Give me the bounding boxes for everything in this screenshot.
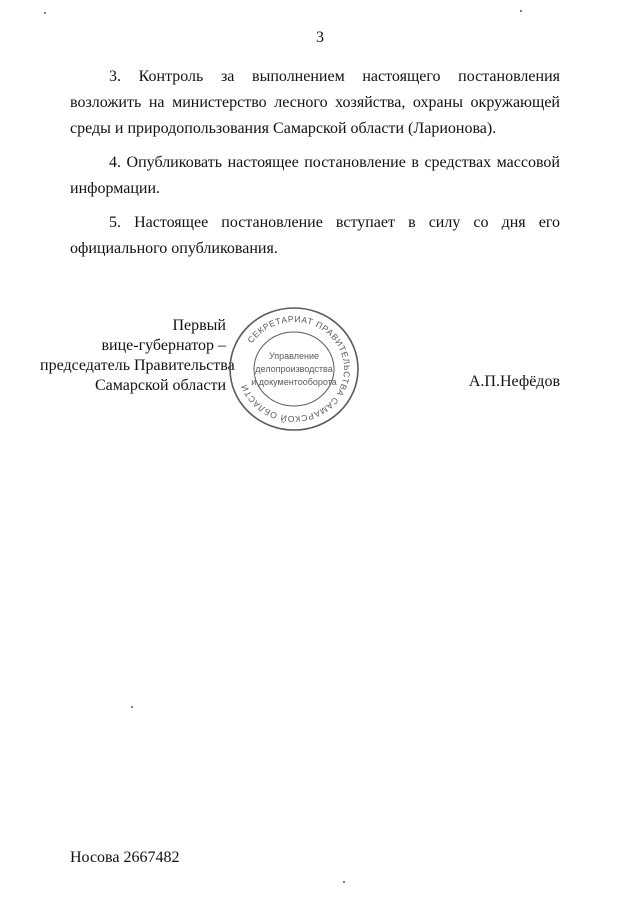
scan-speck: [44, 12, 46, 14]
seal-center-line: делопроизводства: [255, 364, 333, 374]
signatory-position-line: Самарской области: [95, 377, 226, 394]
page-number: 3: [316, 29, 324, 46]
seal-center-line: и документооборота: [251, 377, 337, 387]
document-body: [70, 64, 560, 270]
seal-graphic: [226, 304, 362, 434]
scan-speck: [131, 706, 133, 708]
signatory-name: А.П.Нефёдов: [468, 373, 560, 390]
paragraph-control: 3. Контроль за выполнением настоящего постановления возложить на министерство лесного хозяйства, охраны окружающей среды и природопользования Самарской области (Ларионова).: [70, 68, 560, 137]
seal-ring-text: СЕКРЕТАРИАТ ПРАВИТЕЛЬСТВА САМАРСКОЙ ОБЛАСТИ: [238, 313, 353, 425]
signatory-position-line: вице-губернатор –: [101, 337, 226, 354]
official-seal: [226, 304, 362, 434]
executor-contact: Носова 2667482: [70, 849, 180, 866]
paragraph-effective: 5. Настоящее постановление вступает в силу со дня его официального опубликования.: [70, 214, 560, 257]
paragraph-publish: 4. Опубликовать настоящее постановление в средствах массовой информации.: [70, 154, 560, 197]
signatory-position-line: Первый: [172, 317, 226, 334]
seal-center-line: Управление: [268, 351, 320, 361]
scan-speck: [343, 881, 345, 883]
scan-speck: [520, 10, 522, 12]
signatory-position-line: председатель Правительства: [40, 357, 235, 374]
signatory-position: [40, 316, 235, 396]
